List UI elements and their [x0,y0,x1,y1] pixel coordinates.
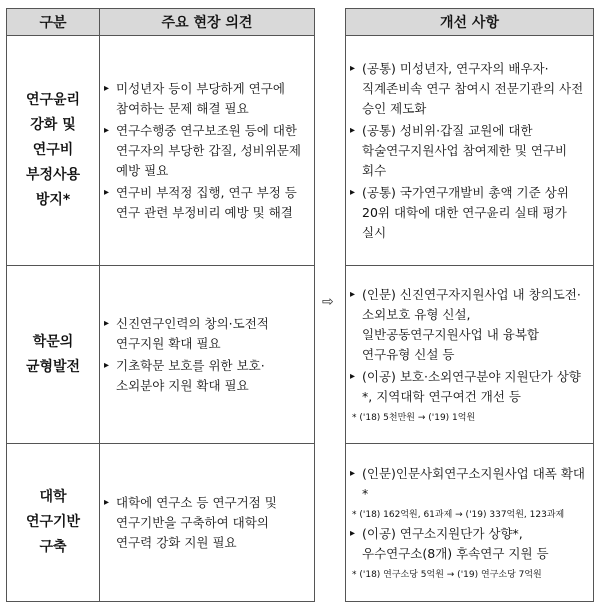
footnote: * ('18) 연구소당 5억원 → ('19) 연구소당 7억원 [352,569,542,580]
list-item: ▸ 대학에 연구소 등 연구거점 및 연구기반을 구축하여 대학의 연구력 강화 지원 필요 [104,493,308,553]
table-row [346,36,594,266]
list-item: ▸ (이공) 연구소지원단가 상향*, 우수연구소(8개) 후속연구 지원 등 [350,524,587,564]
category-cell [7,444,100,602]
category-line: 대학 [39,489,67,505]
list-item: ▸ (인문) 신진연구자지원사업 내 창의도전·소외보호 유형 신설, 일반공동연구지원사업 내 융복합 연구유형 신설 등 [350,285,587,365]
header-improvement: 개선 사항 [346,9,594,36]
category-line: 부정사용 [25,167,81,183]
list-item: ▸ (이공) 보호·소외연구분야 지원단가 상향*, 지역대학 연구여건 개선 등 [350,367,587,407]
category-cell [7,266,100,444]
category-line: 연구기반 [25,514,81,530]
header-category: 구분 [7,9,100,36]
opinion-cell [100,444,315,602]
list-item: ▸ (공통) 미성년자, 연구자의 배우자·직계존비속 연구 참여시 전문기관의 사전 승인 제도화 [350,59,587,119]
category-cell [7,36,100,266]
list-item: ▸ 연구비 부적정 집행, 연구 부정 등 연구 관련 부정비리 예방 및 해결 [104,183,308,223]
list-item: ▸ 신진연구인력의 창의·도전적 연구지원 확대 필요 [104,314,308,354]
table-row [7,444,315,602]
list-item: ▸ 연구수행중 연구보조원 등에 대한 연구자의 부당한 갑질, 성비위문제 예방 필요 [104,121,308,181]
table-row [7,36,315,266]
list-item: ▸ (인문)인문사회연구소지원사업 대폭 확대* [350,464,587,504]
table-row [346,444,594,602]
list-item: ▸ 미성년자 등이 부당하게 연구에 참여하는 문제 해결 필요 [104,79,308,119]
improvement-cell [346,266,594,444]
opinion-cell [100,266,315,444]
right-arrow-icon: ⇨ [322,294,334,310]
category-line: 균형발전 [25,358,81,375]
opinion-cell [100,36,315,266]
category-line: 연구비 [32,142,74,158]
improvement-cell [346,36,594,266]
footnote: * ('18) 5천만원 → ('19) 1억원 [352,412,476,423]
category-line: 연구윤리 [25,92,81,108]
list-item: ▸ (공통) 국가연구개발비 총액 기준 상위 20위 대학에 대한 연구윤리 실태 평가 실시 [350,183,587,243]
table-row [346,266,594,444]
footnote: * ('18) 162억원, 61과제 → ('19) 337억원, 123과제 [352,509,565,520]
improvement-table [345,8,594,602]
table-row [7,266,315,444]
list-item: ▸ (공통) 성비위·갑질 교원에 대한 학술연구지원사업 참여제한 및 연구비 회수 [350,121,587,181]
improvement-cell [346,444,594,602]
category-line: 방지* [35,192,71,208]
category-line: 구축 [39,539,67,555]
category-line: 강화 및 [30,117,76,133]
list-item: ▸ 기초학문 보호를 위한 보호·소외분야 지원 확대 필요 [104,356,308,396]
header-opinion: 주요 현장 의견 [100,9,315,36]
category-line: 학문의 [32,333,74,350]
opinion-table [6,8,315,602]
